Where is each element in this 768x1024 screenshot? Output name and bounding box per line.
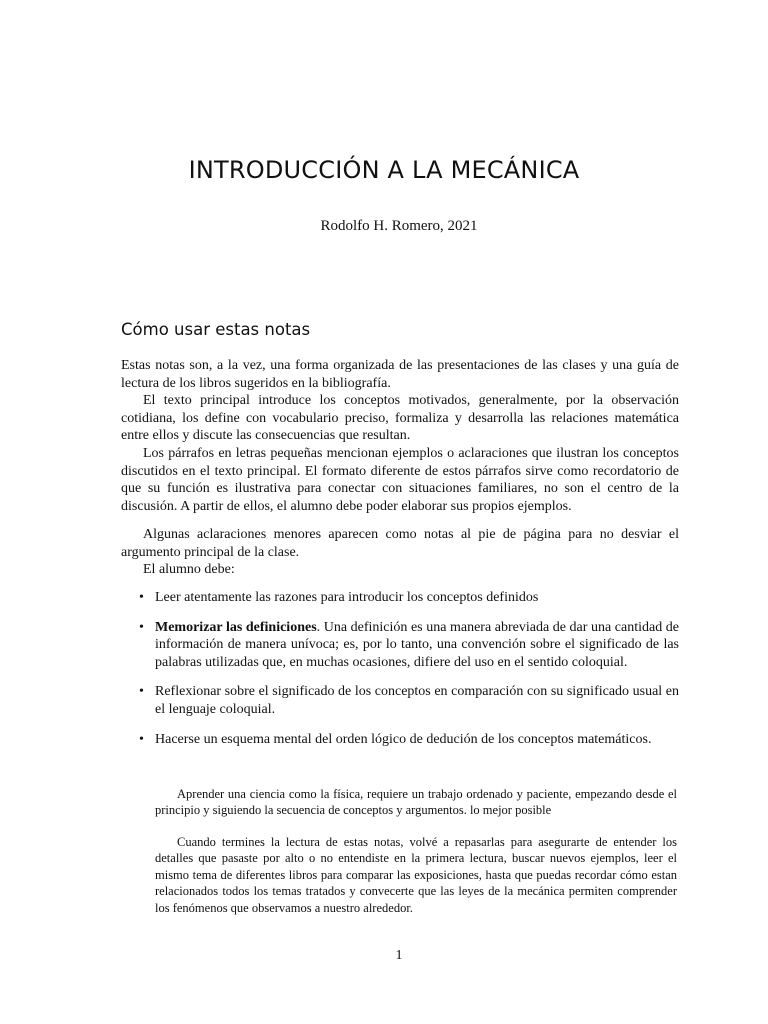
- document-title: INTRODUCCIÓN A LA MECÁNICA: [188, 156, 580, 184]
- section-heading: Cómo usar estas notas: [121, 320, 311, 339]
- list-item-bold-text: Memorizar las definiciones: [155, 619, 317, 635]
- list-item: [121, 683, 679, 718]
- bullet-icon: •: [139, 619, 144, 635]
- small-print-paragraph: Aprender una ciencia como la física, requiere un trabajo ordenado y paciente, empezando desde el principio y siguiendo la secuencia de conceptos y argumentos. lo mejor posible: [155, 787, 677, 818]
- list-item-text: . Una definición es una manera abreviada de dar una cantidad de información de manera unívoca; es, por lo tanto, una convención sobre el significado de las palabras utilizadas que, en muchas ocasiones, difiere del uso en el sentido coloquial.: [155, 619, 679, 670]
- list-item: [121, 589, 679, 607]
- bullet-icon: •: [139, 590, 144, 605]
- paragraph-main-text: El texto principal introduce los conceptos motivados, generalmente, por la observación cotidiana, los define con vocabulario preciso, formaliza y desarrolla las relaciones matemática entre ellos y discute las consecuencias que resultan.: [121, 393, 679, 444]
- paragraph-intro: Estas notas son, a la vez, una forma organizada de las presentaciones de las clases y una guía de lectura de los libros sugeridos en la bibliografía.: [121, 358, 679, 391]
- paragraph-student-should: El alumno debe:: [143, 562, 235, 577]
- bullet-icon: •: [139, 731, 144, 747]
- student-task-list: [121, 589, 679, 748]
- list-item: [121, 619, 679, 672]
- author-line: Rodolfo H. Romero, 2021: [320, 218, 478, 234]
- bullet-icon: •: [139, 684, 144, 700]
- paragraph-small-print: Los párrafos en letras pequeñas mencionan ejemplos o aclaraciones que ilustran los conceptos discutidos en el texto principal. El formato diferente de estos párrafos sirve como recordatorio de que su función es ilustrativa para conectar con situaciones familiares, no son el centro de la discusión. A partir de ellos, el alumno debe poder elaborar sus propios ejemplos.: [121, 446, 679, 514]
- paragraph-footnotes: Algunas aclaraciones menores aparecen como notas al pie de página para no desviar el argumento principal de la clase.: [121, 527, 679, 560]
- small-print-paragraph: Cuando termines la lectura de estas notas, volvé a repasarlas para asegurarte de entender los detalles que pasaste por alto o no entendiste en la primera lectura, buscar nuevos ejemplos, leer el mismo tema de diferentes libros para comparar las exposiciones, hasta que puedas recordar cómo estan relacionados todos los temas tratados y convecerte que las leyes de la mecánica permiten comprender los fenómenos que observamos a nuestro alrededor.: [155, 835, 677, 915]
- list-item: [121, 731, 679, 749]
- list-item-text: Reflexionar sobre el significado de los conceptos en comparación con su significado usual en el lenguaje coloquial.: [155, 684, 679, 717]
- list-item-text: Hacerse un esquema mental del orden lógico de dedución de los conceptos matemáticos.: [155, 731, 652, 747]
- page-number: 1: [395, 948, 403, 963]
- list-item-text: Leer atentamente las razones para introducir los conceptos definidos: [155, 590, 539, 605]
